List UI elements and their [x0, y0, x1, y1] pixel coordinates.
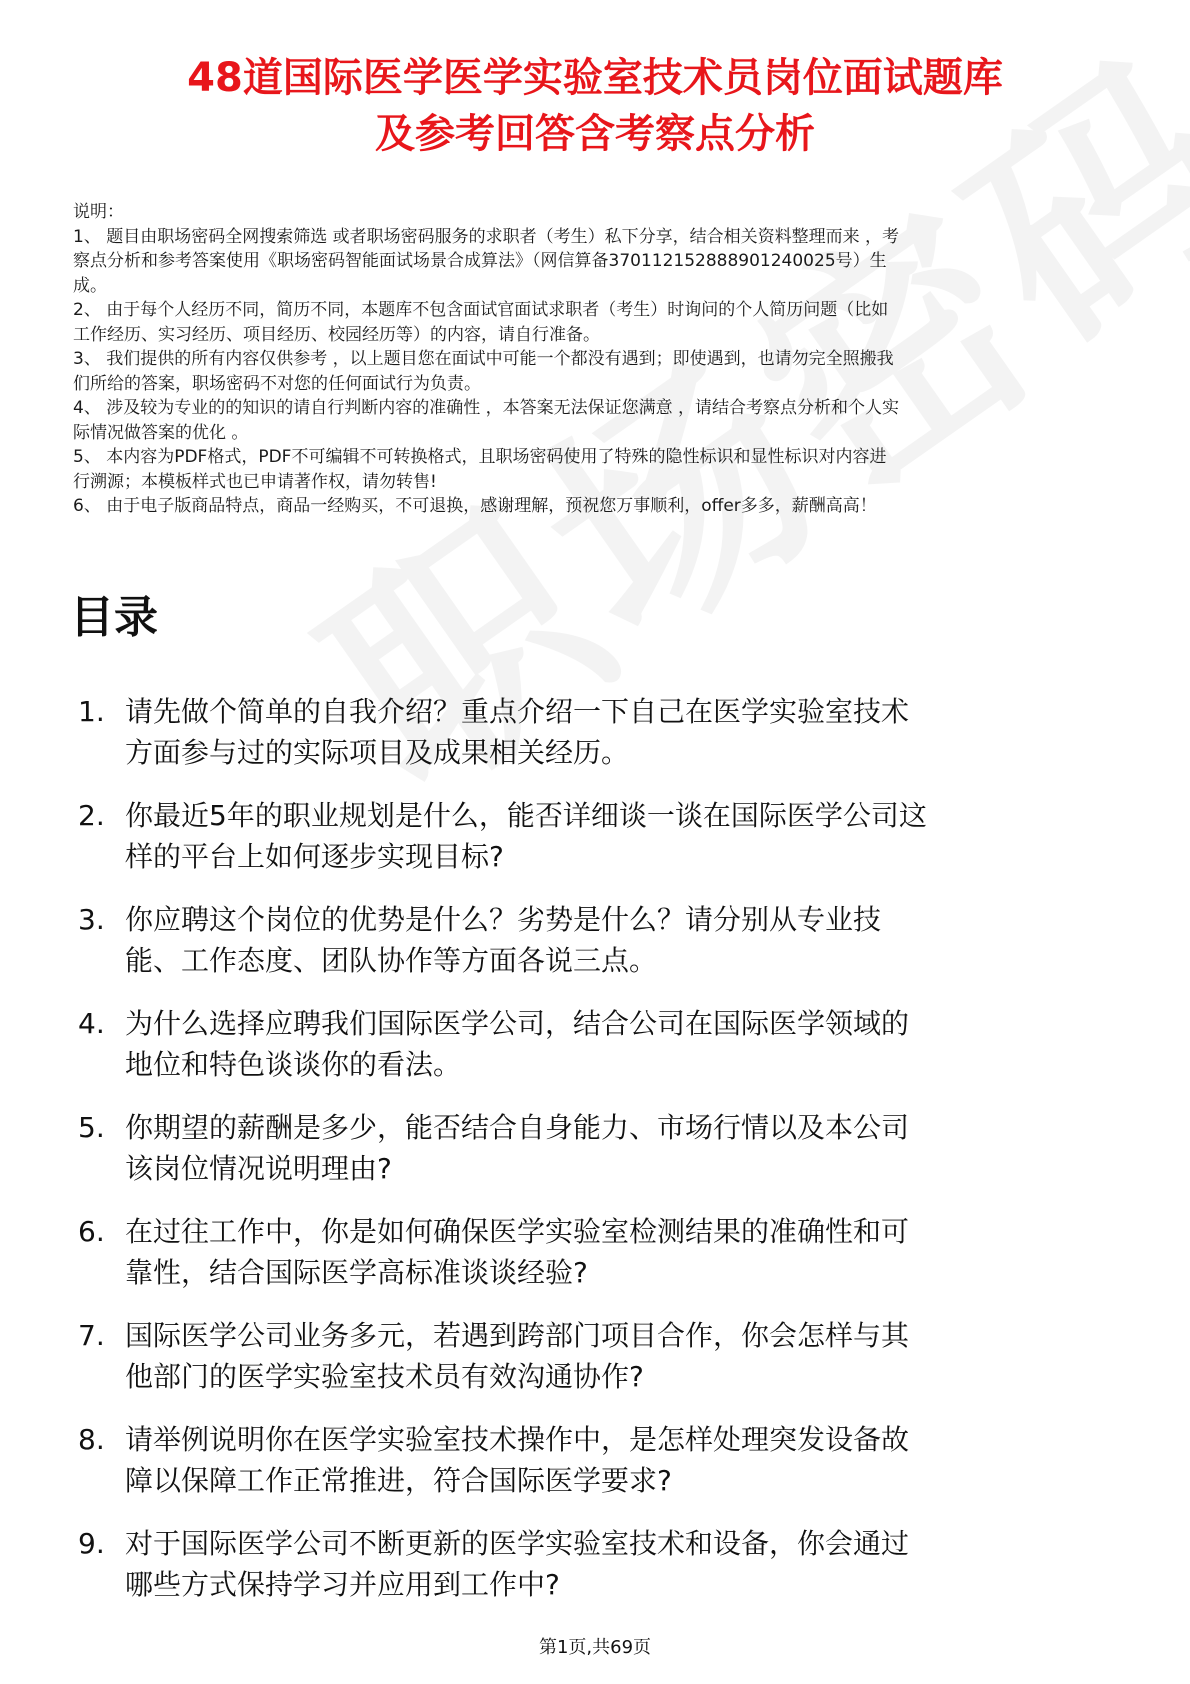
toc-item[interactable] [70, 692, 1120, 773]
toc-item-number: 8. [78, 1423, 105, 1456]
toc-item-number: 7. [78, 1319, 105, 1352]
page-number: 第1页,共69页 [538, 1637, 652, 1658]
notes-heading: 说明： [73, 202, 124, 222]
toc-item-text: 对于国际医学公司不断更新的医学实验室技术和设备，你会通过 哪些方式保持学习并应用到工作中? [125, 1527, 910, 1601]
notes-line: 2、 由于每个人经历不同，简历不同，本题库不包含面试官面试求职者（考生）时询问的个人简历问题（比如 [73, 300, 889, 320]
toc-item[interactable] [70, 1420, 1120, 1501]
title-line-1: 48道国际医学医学实验室技术员岗位面试题库 [187, 55, 1003, 101]
notes-line: 际情况做答案的优化 。 [73, 422, 249, 443]
toc-item[interactable] [70, 900, 1120, 981]
toc-item[interactable] [70, 1004, 1120, 1085]
notes-line: 4、 涉及较为专业的的知识的请自行判断内容的准确性 ，本答案无法保证您满意 ，请结合考察点分析和个人实 [73, 398, 900, 418]
notes-line: 成。 [73, 275, 107, 296]
toc-item[interactable] [70, 1108, 1120, 1189]
notes-line: 们所给的答案，职场密码不对您的任何面试行为负责。 [73, 373, 481, 394]
title-line-2: 及参考回答含考察点分析 [375, 111, 815, 157]
notes-line: 1、 题目由职场密码全网搜索筛选 或者职场密码服务的求职者（考生）私下分享，结合相关资料整理而来 ，考 [73, 226, 900, 247]
toc-item-text: 你期望的薪酬是多少，能否结合自身能力、市场行情以及本公司 该岗位情况说明理由? [125, 1111, 910, 1185]
toc-item-number: 3. [78, 903, 105, 936]
notes-line: 工作经历、实习经历、项目经历、校园经历等）的内容，请自行准备。 [73, 324, 600, 345]
toc-item-number: 9. [78, 1527, 105, 1560]
toc-item-text: 请先做个简单的自我介绍？重点介绍一下自己在医学实验室技术 方面参与过的实际项目及成果相关经历。 [125, 695, 910, 769]
toc-item-text: 为什么选择应聘我们国际医学公司，结合公司在国际医学领域的 地位和特色谈谈你的看法。 [125, 1007, 910, 1081]
toc-item-number: 6. [78, 1215, 105, 1248]
toc-item-number: 1. [78, 695, 105, 728]
toc-title: 目录 [70, 592, 158, 643]
toc-item-text: 你应聘这个岗位的优势是什么？劣势是什么？请分别从专业技 能、工作态度、团队协作等方面各说三点。 [125, 903, 882, 977]
toc-item-number: 2. [78, 799, 105, 832]
toc-item-text: 国际医学公司业务多元，若遇到跨部门项目合作，你会怎样与其 他部门的医学实验室技术员有效沟通协作? [125, 1319, 910, 1393]
notes-line: 3、 我们提供的所有内容仅供参考 ，以上题目您在面试中可能一个都没有遇到；即使遇到，也请勿完全照搬我 [73, 349, 894, 369]
notes-line: 6、 由于电子版商品特点，商品一经购买，不可退换，感谢理解，预祝您万事顺利，offer多多，薪酬高高！ [73, 496, 877, 516]
toc-item[interactable] [70, 1212, 1120, 1293]
toc-item-number: 5. [78, 1111, 105, 1144]
toc-item[interactable] [70, 1316, 1120, 1397]
toc-item-text: 请举例说明你在医学实验室技术操作中，是怎样处理突发设备故 障以保障工作正常推进，符合国际医学要求? [125, 1423, 910, 1497]
document-title [40, 50, 1150, 162]
notes-line: 察点分析和参考答案使用《职场密码智能面试场景合成算法》（网信算备370112152888901240025号）生 [73, 251, 887, 271]
toc-list [70, 692, 1120, 1628]
notes-section [73, 200, 1118, 519]
toc-item[interactable] [70, 796, 1120, 877]
notes-line: 5、 本内容为PDF格式，PDF不可编辑不可转换格式，且职场密码使用了特殊的隐性标识和显性标识对内容进 [73, 447, 887, 467]
notes-line: 行溯源；本模板样式也已申请著作权，请勿转售! [73, 471, 437, 492]
toc-item-text: 你最近5年的职业规划是什么，能否详细谈一谈在国际医学公司这 样的平台上如何逐步实现目标? [125, 799, 927, 873]
toc-item[interactable] [70, 1524, 1120, 1605]
toc-item-number: 4. [78, 1007, 105, 1040]
toc-item-text: 在过往工作中，你是如何确保医学实验室检测结果的准确性和可 靠性，结合国际医学高标准谈谈经验? [125, 1215, 910, 1289]
